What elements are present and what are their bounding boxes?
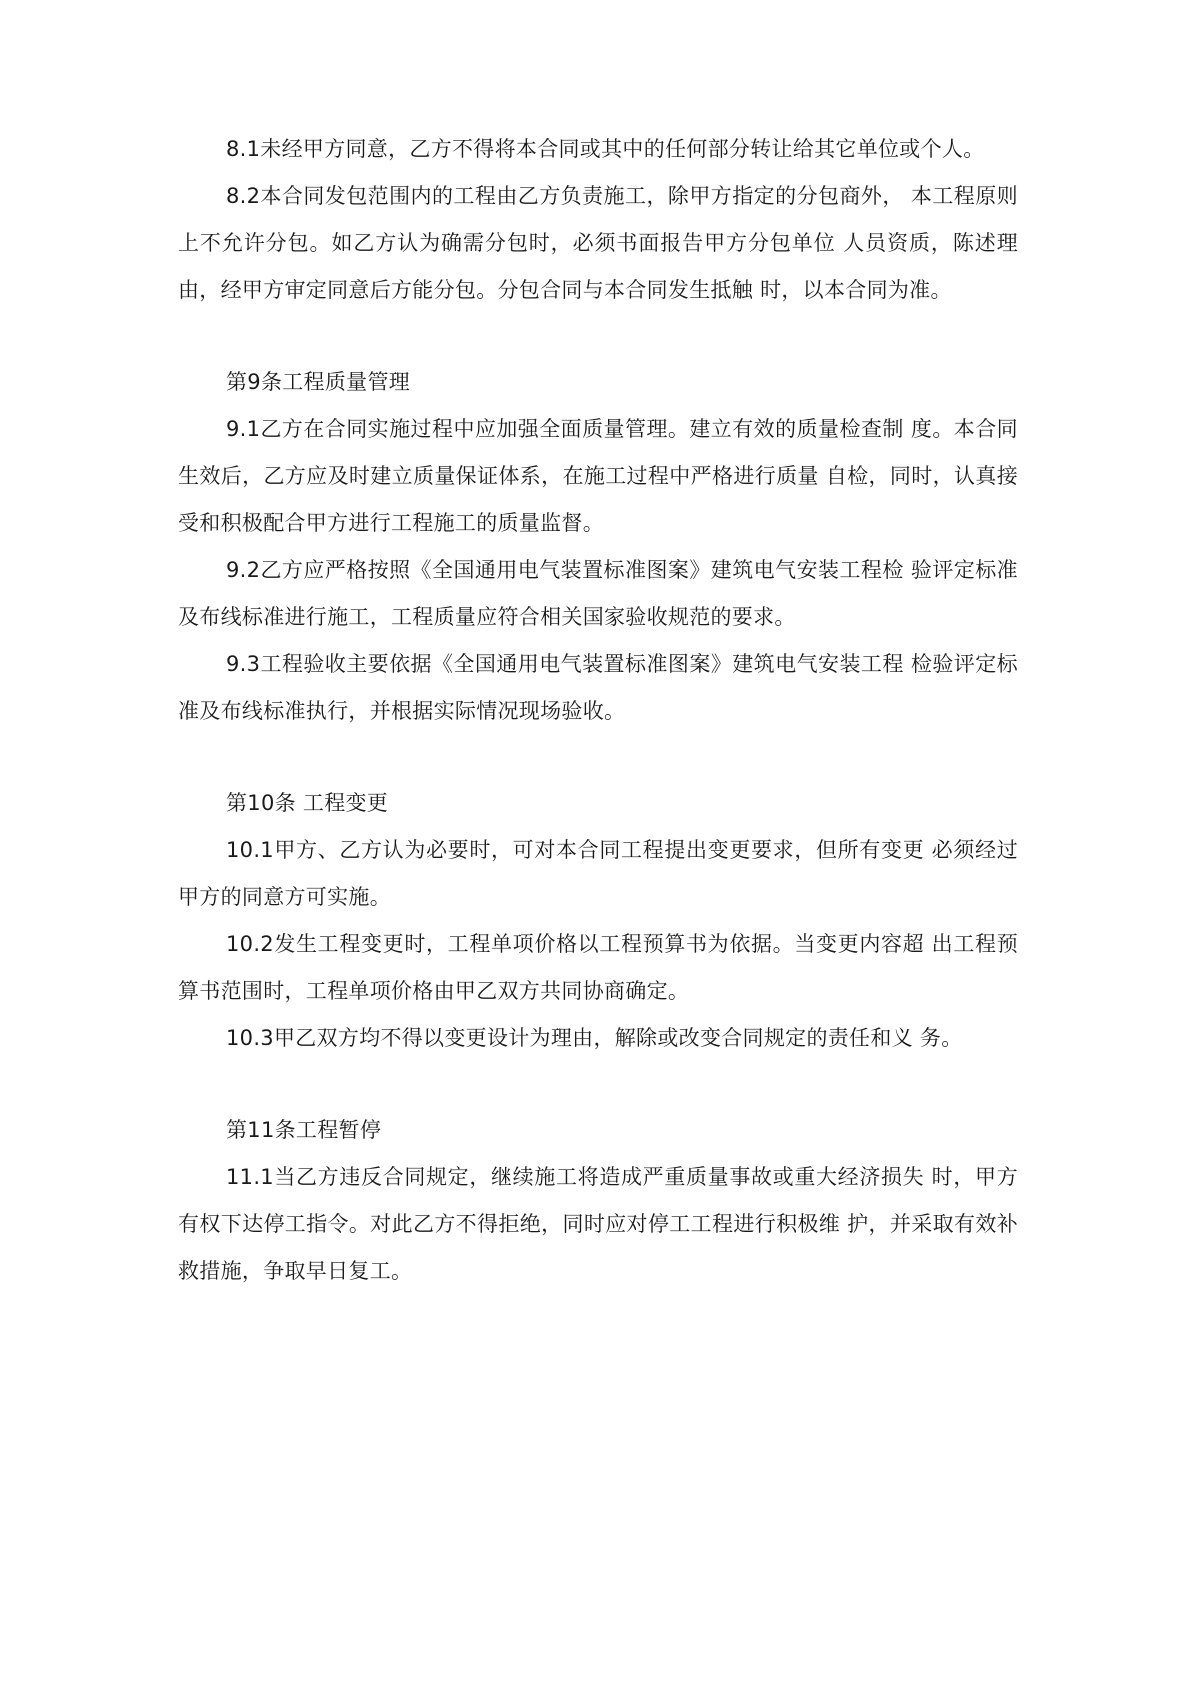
clause-10-2: 10.2发生工程变更时，工程单项价格以工程预算书为依据。当变更内容超 出工程预算书范围时，工程单项价格由甲乙双方共同协商确定。 bbox=[178, 932, 1018, 1003]
article-11-heading: 第11条工程暂停 bbox=[226, 1118, 382, 1142]
article-10-heading: 第10条 工程变更 bbox=[226, 791, 389, 815]
section-spacer bbox=[178, 314, 1018, 359]
clause-9-2: 9.2乙方应严格按照《全国通用电气装置标准图案》建筑电气安装工程检 验评定标准及布线标准进行施工，工程质量应符合相关国家验收规范的要求。 bbox=[178, 558, 1018, 629]
document-body bbox=[178, 126, 1018, 1295]
section-spacer bbox=[178, 735, 1018, 780]
clause-9-1: 9.1乙方在合同实施过程中应加强全面质量管理。建立有效的质量检查制 度。本合同生效后，乙方应及时建立质量保证体系，在施工过程中严格进行质量 自检，同时，认真接受和积极配合甲方进行工程施工的质量监督。 bbox=[178, 417, 1018, 535]
article-9-heading: 第9条工程质量管理 bbox=[226, 370, 411, 394]
clause-10-3: 10.3甲乙双方均不得以变更设计为理由，解除或改变合同规定的责任和义 务。 bbox=[226, 1026, 963, 1050]
clause-8-2: 8.2本合同发包范围内的工程由乙方负责施工，除甲方指定的分包商外， 本工程原则上不允许分包。如乙方认为确需分包时，必须书面报告甲方分包单位 人员资质，陈述理由，经甲方审定同意后方能分包。分包合同与本合同发生抵触 时，以本合同为准。 bbox=[178, 184, 1018, 302]
section-spacer bbox=[178, 1062, 1018, 1107]
clause-9-3: 9.3工程验收主要依据《全国通用电气装置标准图案》建筑电气安装工程 检验评定标准及布线标准执行，并根据实际情况现场验收。 bbox=[178, 652, 1018, 723]
clause-11-1: 11.1当乙方违反合同规定，继续施工将造成严重质量事故或重大经济损失 时，甲方有权下达停工指令。对此乙方不得拒绝，同时应对停工工程进行积极维 护，并采取有效补救措施，争取早日复工。 bbox=[178, 1165, 1018, 1283]
clause-10-1: 10.1甲方、乙方认为必要时，可对本合同工程提出变更要求，但所有变更 必须经过甲方的同意方可实施。 bbox=[178, 838, 1018, 909]
clause-8-1: 8.1未经甲方同意，乙方不得将本合同或其中的任何部分转让给其它单位或个人。 bbox=[226, 137, 985, 161]
